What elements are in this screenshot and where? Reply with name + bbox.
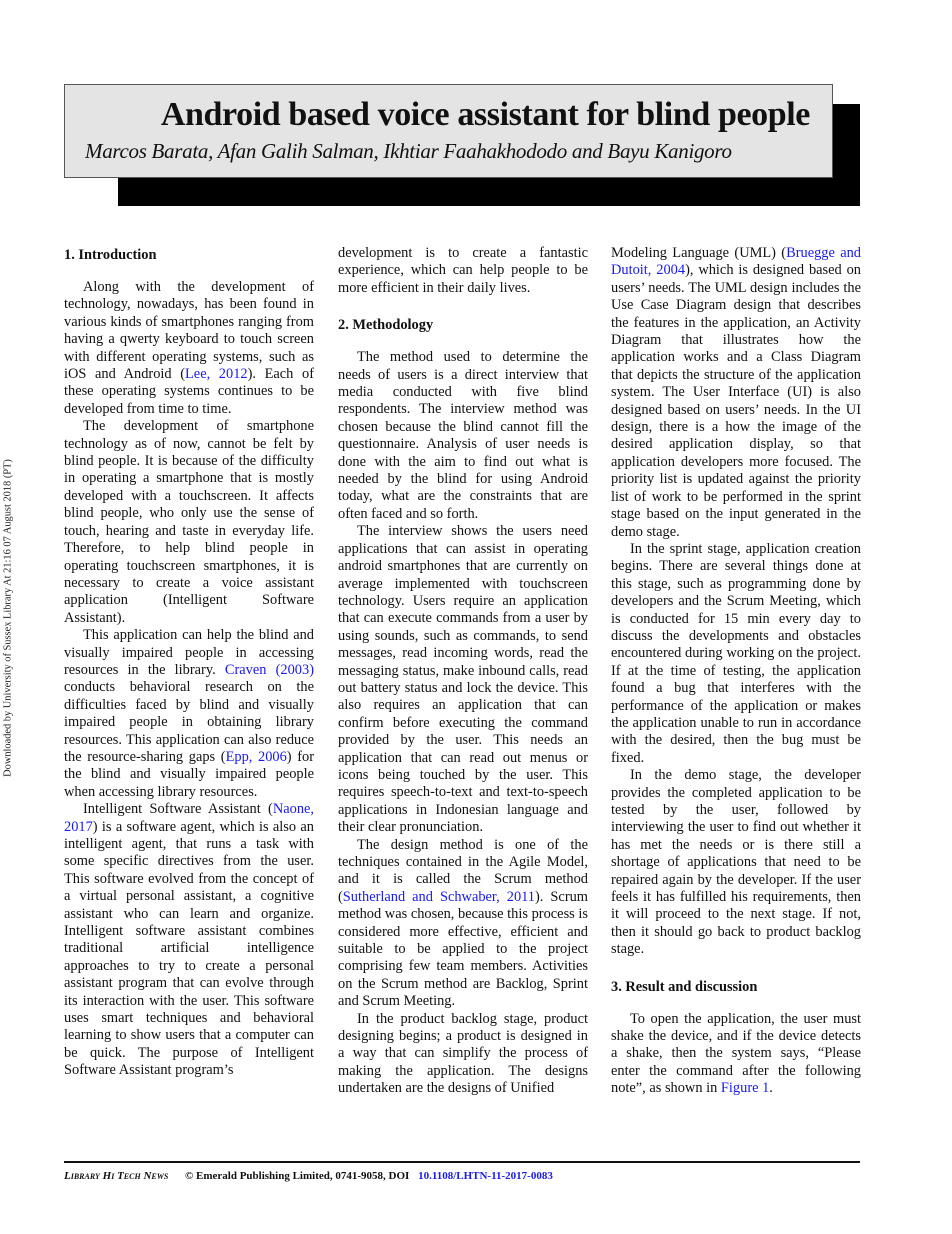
section-heading-introduction: 1. Introduction xyxy=(64,247,157,263)
section-heading-methodology: 2. Methodology xyxy=(338,317,434,334)
column-3 xyxy=(611,245,861,1098)
doi-link[interactable]: 10.1108/LHTN-11-2017-0083 xyxy=(418,1170,553,1182)
paper-title: Android based voice assistant for blind people xyxy=(160,96,810,133)
citation-link[interactable]: Bruegge and Dutoit, 2004 xyxy=(611,245,861,279)
paragraph: development is to create a fantastic experience, which can help people to be more efficient in their daily lives. xyxy=(338,245,588,296)
section-heading-results: 3. Result and discussion xyxy=(611,978,758,995)
paragraph: In the sprint stage, application creation begins. There are several things done at this stage, such as programming done by developers and the Scrum Meeting, which is conducted for 15 min every day to discuss the developments and obstacles encountered during working on the project. If at the time of testing, the application found a bug that interferes with the performance of the application or makes the application unable to run in accordance with the desired, then the bug must be fixed. xyxy=(611,540,861,766)
paragraph: The design method is one of the techniques contained in the Agile Model, and it is called the Scrum method (Sutherland and Schwaber, 2011). Scrum method was chosen, because this process is considered more effective, efficient and suitable to be applied to the project comprising few team members. Activities on the Scrum method are Backlog, Sprint and Scrum Meeting. xyxy=(338,836,589,1010)
paragraph: Along with the development of technology, nowadays, has been found in various kinds of smartphones ranging from having a qwerty keyboard to touch screen with different operating systems, such as iOS and Android (Lee, 2012). Each of these operating systems continues to be developed from time to time. xyxy=(64,279,314,417)
citation-link[interactable]: Epp, 2006 xyxy=(225,748,287,765)
column-1 xyxy=(64,245,314,1080)
paragraph: To open the application, the user must shake the device, and if the device detects a shake, then the system says, “Please enter the command after the following note”, as shown in Figure 1. xyxy=(611,1010,861,1097)
paper-authors: Marcos Barata, Afan Galih Salman, Ikhtiar Faahakhododo and Bayu Kanigoro xyxy=(85,139,732,163)
paragraph: The interview shows the users need applications that can assist in operating android smartphones that are currently on average implemented with touchscreen technology. Users require an application that can execute commands from a user by using sounds, such as commands, to send messages, read incoming words, read the messaging status, make inbound calls, read out battery status and lock the device. This also requires an application that can confirm before executing the command provided by the user. This needs an application that can read out menus or icons being touched by the user. This requires speech-to-text and text-to-speech applications in Indonesian language and their clear pronunciation. xyxy=(338,523,588,836)
journal-name: Library Hi Tech News xyxy=(64,1170,169,1182)
footer-rule xyxy=(64,1161,860,1163)
download-watermark xyxy=(1,425,15,810)
page-footer xyxy=(64,1170,553,1182)
paragraph: In the demo stage, the developer provides the completed application to be tested by the user, followed by interviewing the user to find out whether it has met the needs or is there still a shortage of applications that need to be repaired again by the developer. If the user feels it has fulfilled his requirements, then it will proceed to the next stage. If not, then it should go back to product backlog stage. xyxy=(611,767,861,958)
paragraph: The method used to determine the needs of users is a direct interview that media conducted with five blind respondents. The interview method was chosen because the blind cannot fill the questionnaire. Analysis of user needs is done with the aim to find out what is needed by the blind for using Android today, what are the constraints that are often faced and so forth. xyxy=(338,349,588,522)
paragraph: Intelligent Software Assistant (Naone, 2017) is a software agent, which is also an intelligent agent, that runs a task with some specific directives from the user. This software evolved from the concept of a virtual personal assistant, a cognitive assistant who can learn and organize. Intelligent software assistant combines traditional artificial intelligence approaches to try to create a personal assistant program that can evolve through its interaction with the user. This software uses smart techniques and behavioral learning to show users that a computer can be quick. The purpose of Intelligent Software Assistant program’s xyxy=(64,801,314,1079)
column-2 xyxy=(338,245,588,1098)
citation-link[interactable]: Naone, 2017 xyxy=(64,801,314,835)
paragraph: Modeling Language (UML) (Bruegge and Dutoit, 2004), which is designed based on users’ needs. The UML design includes the Use Case Diagram design that describes the features in the application, an Activity Diagram that illustrates how the application works and a Class Diagram that depicts the structure of the application system. The User Interface (UI) is also designed based on users’ needs. In the UI design, there is a how the image of the desired application display, so that application developers more focused. The priority list is updated against the priority list of work to be performed in the sprint stage based on the input generated in the demo stage. xyxy=(611,245,861,540)
paragraph: This application can help the blind and visually impaired people in accessing resources in the library. Craven (2003) conducts behavioral research on the difficulties faced by blind and visually impaired people in obtaining library resources. This application can also reduce the resource-sharing gaps (Epp, 2006) for the blind and visually impaired people when accessing library resources. xyxy=(64,627,314,800)
figure-link[interactable]: Figure 1 xyxy=(720,1080,770,1097)
citation-link[interactable]: Lee, 2012 xyxy=(185,366,248,383)
citation-link[interactable]: Craven (2003) xyxy=(224,661,314,678)
download-watermark-text: Downloaded by University of Sussex Library At 21:16 07 August 2018 (PT) xyxy=(2,458,14,777)
citation-link[interactable]: Sutherland and Schwaber, 2011 xyxy=(342,888,536,905)
title-box xyxy=(64,84,833,178)
paragraph: The development of smartphone technology as of now, cannot be felt by blind people. It is because of the difficulty in operating a smartphone that is mostly developed with a touchscreen. It affects blind people, who only use the sense of touch, hearing and taste in everyday life. Therefore, to help blind people in operating touchscreen smartphones, it is necessary to create a voice assistant application (Intelligent Software Assistant). xyxy=(64,418,314,626)
paragraph: In the product backlog stage, product designing begins; a product is designed in a way that can simplify the process of making the application. The designs undertaken are the designs of Unified xyxy=(338,1010,588,1097)
copyright-text: © Emerald Publishing Limited, 0741-9058, DOI xyxy=(185,1170,410,1182)
